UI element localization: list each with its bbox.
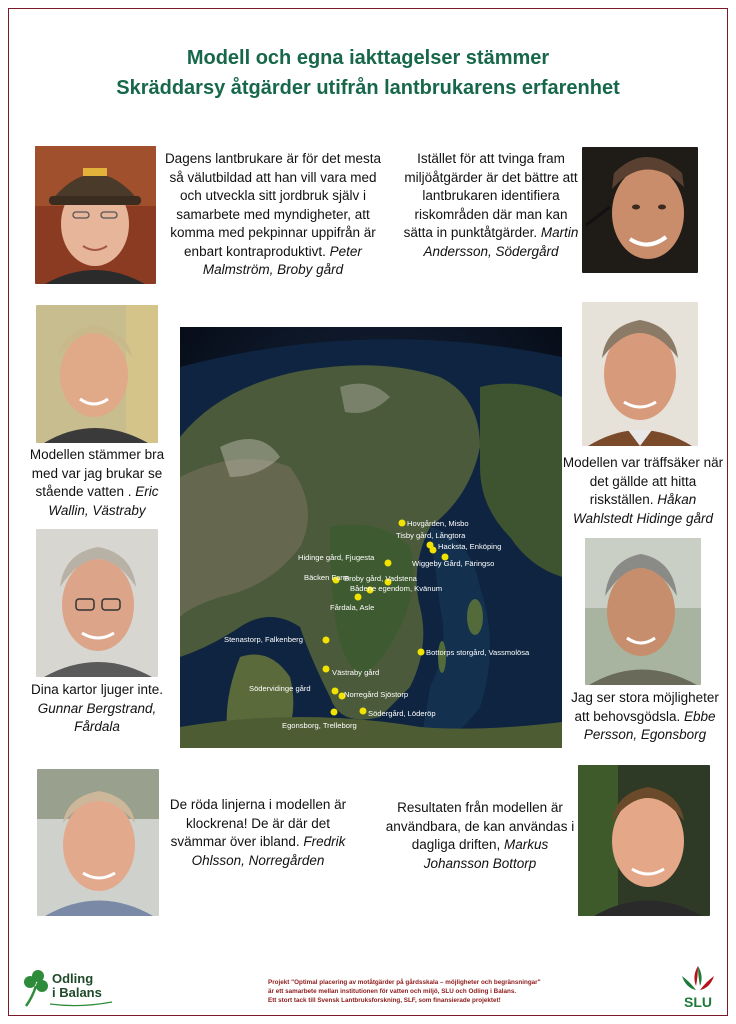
- footer-line-2: är ett samarbete mellan institutionen för vatten och miljö, SLU och Odling i Balans.: [268, 988, 517, 995]
- photo-peter-malmstrom: [35, 146, 156, 284]
- quote-author: Martin Andersson, Södergård: [423, 225, 579, 259]
- footer-line-1: Projekt "Optimal placering av motåtgärder på gårdsskala – möjligheter och begränsningar": [268, 979, 541, 986]
- map-satellite-sweden: [180, 327, 562, 748]
- pin-label: Bådene egendom, Kvänum: [350, 584, 443, 593]
- quote-text: Modellen stämmer bra med var jag brukar se stående vatten .: [29, 447, 165, 499]
- footer-credits: [268, 978, 588, 1005]
- quote-author: Peter Malmström, Broby gård: [202, 243, 362, 277]
- quote-text: Dagens lantbrukare är för det mesta så välutbildad att han vill vara med och utveckla sitt jordbruk själv i samarbete med myndigheter, att komma med pekpinnar uppifrån är enbart kontraproduktivt.: [164, 151, 382, 259]
- map-pin: [339, 690, 409, 700]
- odling-line-1: Odling: [52, 971, 94, 986]
- slu-logo: [672, 962, 724, 1014]
- quote-eric: [24, 446, 170, 520]
- quote-hakan: [562, 454, 724, 528]
- quote-text: Modellen var träffsäker när det gällde att hitta riskställen.: [562, 455, 724, 507]
- clover-icon: [24, 970, 48, 1006]
- map-pin: [304, 573, 349, 584]
- quote-author: Eric Wallin, Västraby: [48, 484, 159, 518]
- photo-eric-wallin: [36, 305, 158, 443]
- map-pin: [399, 519, 469, 528]
- quote-ebbe: [562, 689, 728, 745]
- map-pin: [350, 584, 442, 594]
- pin-label: Norregård Sjöstorp: [344, 690, 409, 699]
- pin-label: Stenastorp, Falkenberg: [224, 635, 303, 644]
- pin-label: Hidinge gård, Fjugesta: [298, 553, 375, 562]
- map-pin: [323, 666, 380, 678]
- quote-text: Dina kartor ljuger inte.: [30, 682, 164, 697]
- quote-peter: [160, 150, 386, 280]
- pin-label: Södervidinge gård: [249, 684, 311, 693]
- slu-wordmark: SLU: [684, 994, 712, 1010]
- quote-martin: [402, 150, 580, 261]
- photo-martin-andersson: [582, 147, 698, 273]
- title-line-2: Skräddarsy åtgärder utifrån lantbrukarens erfarenhet: [116, 77, 620, 99]
- pin-label: Bottorps storgård, Vassmolösa: [426, 648, 530, 657]
- title-line-1: Modell och egna iakttagelser stämmer: [186, 47, 550, 69]
- photo-gunnar-bergstrand: [36, 529, 158, 677]
- quote-author: Fredrik Ohlsson, Norregården: [191, 834, 346, 868]
- quote-author: Ebbe Persson, Egonsborg: [583, 708, 716, 742]
- pin-label: Broby gård, Vadstena: [344, 574, 417, 583]
- quote-text: Resultaten från modellen är användbara, de kan användas i dagliga driften,: [385, 800, 575, 852]
- pin-label: Wiggeby Gård, Färingso: [412, 559, 495, 568]
- odling-line-2: i Balans: [52, 985, 102, 1000]
- pin-label: Fårdala, Asle: [330, 603, 375, 612]
- quote-fredrik: [166, 796, 350, 870]
- quote-author: Gunnar Bergstrand, Fårdala: [37, 700, 157, 734]
- pin-label: Södergård, Löderöp: [368, 709, 436, 718]
- pin-label: Egonsborg, Trelleborg: [282, 721, 357, 730]
- photo-fredrik-ohlsson: [37, 769, 159, 916]
- quote-text: De röda linjerna i modellen är klockrena! De är där det svämmar över ibland.: [169, 797, 347, 849]
- pin-label: Bäcken Farm: [304, 573, 350, 582]
- photo-markus-johansson: [578, 765, 710, 916]
- pin-label: Västraby gård: [332, 668, 380, 677]
- leaf-icon: [682, 966, 714, 990]
- pin-label: Tisby gård, Långtora: [396, 531, 466, 540]
- quote-markus: [382, 799, 578, 873]
- quote-text: Jag ser stora möjligheter att behovsgödsla.: [571, 690, 719, 724]
- photo-ebbe-persson: [585, 538, 701, 685]
- quote-author: Håkan Wahlstedt Hidinge gård: [572, 492, 714, 526]
- pin-label: Hovgården, Misbo: [407, 519, 469, 528]
- quote-gunnar: [24, 681, 170, 737]
- pin-label: Hacksta, Enköping: [438, 542, 502, 551]
- quote-text: Istället för att tvinga fram miljöåtgärder är det bättre att lantbrukaren identifiera riskområden där man kan sätta in punktåtgärder.: [403, 151, 578, 240]
- footer-line-3: Ett stort tack till Svensk Lantbruksforskning, SLF, som finansierade projektet!: [268, 997, 501, 1004]
- quote-author: Markus Johansson Bottorp: [423, 837, 549, 871]
- photo-hakan-wahlstedt: [582, 302, 698, 446]
- odling-i-balans-logo: [20, 968, 120, 1010]
- map-pin: [418, 648, 531, 657]
- map-pin: [360, 708, 436, 719]
